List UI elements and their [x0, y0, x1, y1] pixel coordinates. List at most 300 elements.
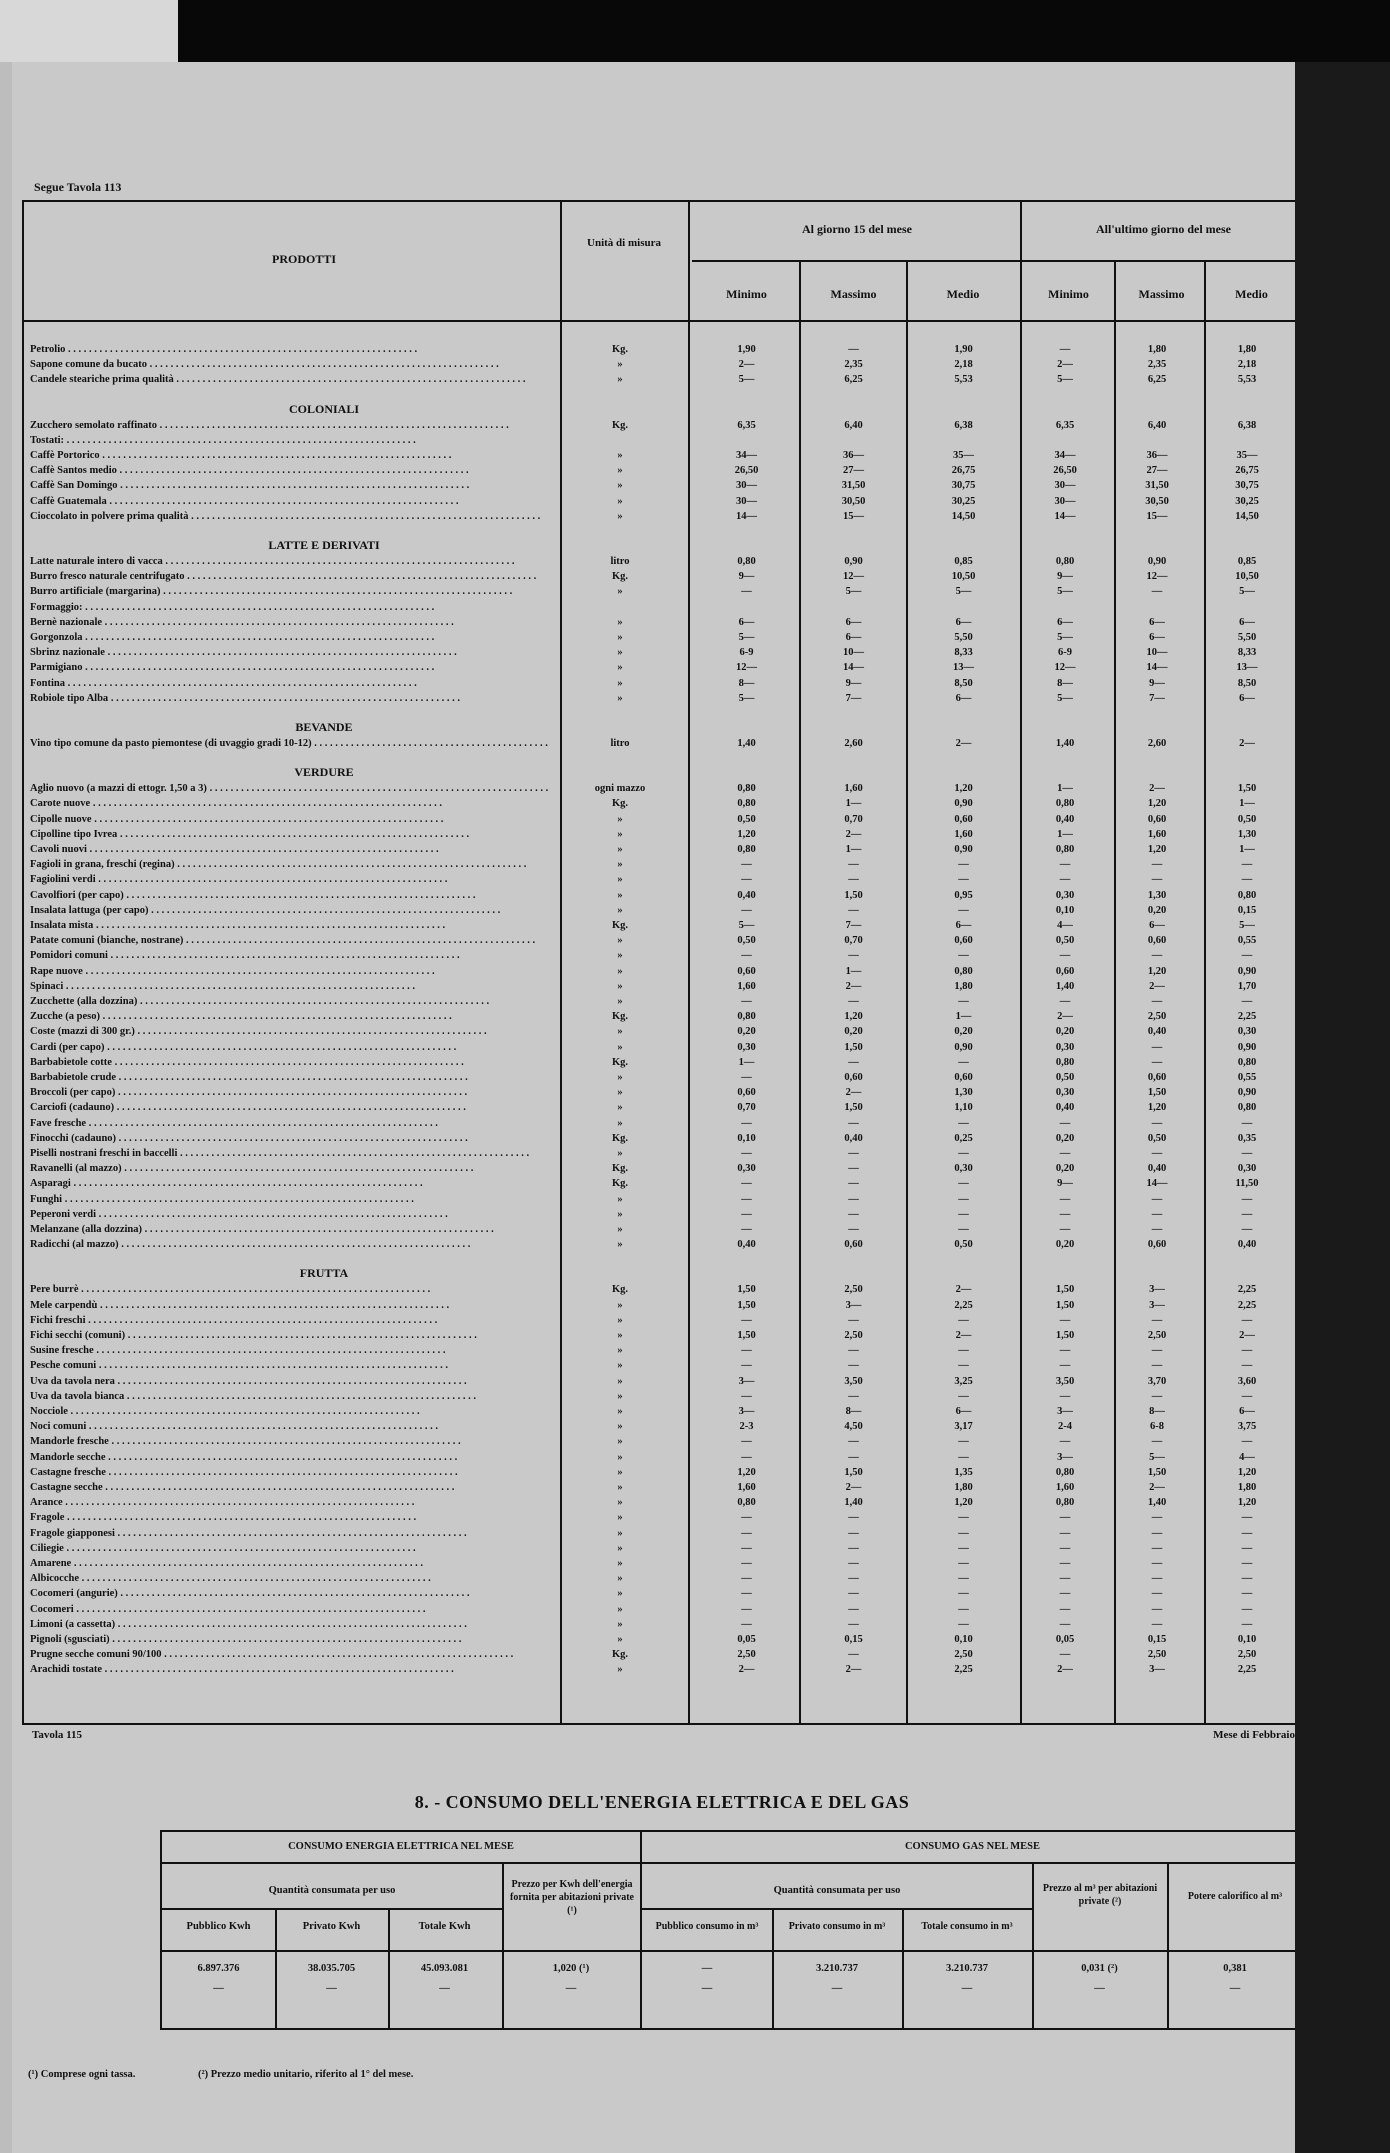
price-cell: — — [958, 1390, 969, 1402]
price-cell: — — [958, 1208, 969, 1220]
unit-cell: Kg. — [611, 1649, 629, 1661]
price-cell: — — [1241, 1117, 1253, 1129]
price-cell: — — [1059, 1314, 1071, 1326]
price-cell: 0,80 — [1055, 844, 1075, 855]
price-cell: 0,50 — [954, 1239, 973, 1251]
unit-cell: » — [617, 1406, 623, 1417]
price-cell: 2— — [955, 1284, 972, 1296]
price-cell: — — [958, 1618, 969, 1630]
price-cell: 1,20 — [1237, 1497, 1257, 1509]
unit-cell: » — [617, 1117, 623, 1129]
gas-dash-4: — — [1094, 1983, 1105, 1994]
price-cell: — — [848, 1178, 859, 1190]
table-row — [24, 1207, 1303, 1222]
price-cell: 0,15 — [844, 1634, 863, 1645]
energy-val-total: 45.093.081 — [420, 1963, 469, 1974]
unit-cell: » — [617, 935, 623, 947]
price-cell: 3,70 — [1147, 1375, 1167, 1387]
price-cell: 0,40 — [1055, 813, 1075, 825]
unit-cell: » — [617, 662, 623, 674]
price-cell: 2,18 — [954, 359, 973, 371]
product-name: Vino tipo comune da pasto piemontese (di uvaggio gradi 10-12) . . . — [30, 736, 550, 751]
price-cell: 0,80 — [737, 1497, 756, 1509]
price-cell: — — [1151, 1527, 1163, 1539]
price-cell: 10— — [1146, 647, 1168, 659]
price-cell: — — [848, 1208, 859, 1220]
product-name: Albicocche . . . — [30, 1571, 550, 1586]
price-cell: 0,90 — [954, 1041, 973, 1053]
price-cell: 5— — [955, 586, 972, 598]
price-cell: 0,80 — [1055, 1466, 1075, 1478]
unit-cell: » — [617, 950, 623, 962]
table-row — [24, 342, 1303, 357]
price-cell: — — [741, 904, 752, 916]
product-name: Aglio nuovo (a mazzi di ettogr. 1,50 a 3) . . . — [30, 781, 550, 796]
price-cell: — — [741, 1193, 752, 1205]
price-cell: — — [741, 1148, 752, 1159]
price-cell: 6— — [1149, 616, 1165, 628]
price-cell: 2,50 — [1147, 1330, 1167, 1341]
unit-cell: » — [617, 1421, 623, 1433]
price-cell: — — [741, 1117, 752, 1129]
price-cell: — — [848, 1360, 859, 1372]
unit-cell: » — [617, 1664, 623, 1676]
price-cell: 5— — [1057, 632, 1073, 643]
price-cell: 1,20 — [954, 783, 973, 795]
footnote-1: (¹) Comprese ogni tassa. — [28, 2069, 136, 2080]
price-cell: — — [848, 1314, 859, 1326]
unit-cell: » — [617, 1558, 623, 1569]
price-cell: — — [741, 1390, 752, 1402]
table-row — [24, 888, 1303, 903]
price-cell: — — [1241, 1588, 1253, 1600]
price-cell: 2,25 — [954, 1299, 973, 1311]
product-name: Peperoni verdi . . . — [30, 1207, 550, 1222]
price-cell: 30— — [736, 495, 757, 507]
price-cell: 0,80 — [1237, 889, 1257, 901]
price-cell: — — [741, 1603, 752, 1615]
table-row — [24, 1434, 1303, 1449]
price-cell: 6-9 — [1058, 647, 1072, 659]
section-title: VERDURE — [294, 765, 354, 780]
price-cell: 8,50 — [1237, 677, 1257, 689]
price-cell: — — [848, 1588, 859, 1600]
table-row — [24, 979, 1303, 994]
unit-cell: Kg. — [611, 1284, 629, 1296]
price-cell: 0,80 — [737, 556, 756, 567]
price-cell: 0,15 — [1237, 904, 1257, 916]
price-cell: — — [1151, 1618, 1163, 1630]
scan-corner — [0, 0, 178, 62]
price-cell: 1,80 — [954, 980, 973, 992]
price-cell: 6— — [1239, 692, 1255, 704]
product-name: Cavolfiori (per capo) . . . — [30, 888, 550, 903]
price-cell: 1,20 — [737, 1466, 756, 1478]
unit-cell: » — [617, 1041, 623, 1053]
unit-cell: » — [617, 374, 623, 386]
price-cell: — — [958, 1148, 969, 1159]
price-cell: 27— — [1146, 465, 1168, 477]
price-cell: 0,30 — [1237, 1163, 1257, 1175]
price-cell: 5,50 — [1237, 632, 1257, 643]
price-cell: — — [958, 1224, 969, 1235]
price-cell: — — [1241, 1360, 1253, 1372]
product-name: Fichi freschi . . . — [30, 1313, 550, 1328]
unit-cell: » — [617, 1512, 623, 1524]
price-cell: 1,30 — [1147, 889, 1167, 901]
price-cell: 1,50 — [1055, 1284, 1075, 1296]
price-cell: 6— — [845, 616, 862, 628]
price-cell: 31,50 — [1145, 480, 1169, 492]
price-cell: 0,20 — [737, 1026, 756, 1038]
table-row — [24, 1358, 1303, 1373]
price-cell: — — [848, 904, 859, 916]
price-cell: — — [1059, 1542, 1071, 1554]
price-cell: 6,35 — [1055, 419, 1075, 431]
price-cell: — — [1241, 1224, 1253, 1235]
table-row — [24, 1647, 1303, 1662]
price-cell: — — [741, 1527, 752, 1539]
header-min-2: Minimo — [1048, 287, 1089, 301]
product-name: Uva da tavola bianca . . . — [30, 1389, 550, 1404]
price-cell: 2,50 — [844, 1284, 863, 1296]
table-row — [24, 509, 1303, 524]
price-cell: 14,50 — [951, 510, 976, 522]
unit-cell: » — [617, 1542, 623, 1554]
price-cell: 0,60 — [1147, 813, 1167, 825]
price-cell: 2,50 — [1147, 1011, 1167, 1023]
price-cell: — — [958, 1193, 969, 1205]
price-cell: 0,90 — [1237, 1041, 1257, 1053]
price-cell: — — [741, 950, 752, 962]
energy-title: CONSUMO ENERGIA ELETTRICA NEL MESE — [288, 1841, 514, 1852]
price-cell: — — [958, 1603, 969, 1615]
table-row — [24, 1192, 1303, 1207]
price-cell: 0,30 — [1055, 889, 1075, 901]
unit-cell: » — [617, 632, 623, 643]
price-cell: 6— — [738, 616, 755, 628]
price-cell: 0,50 — [737, 813, 756, 825]
price-cell: 0,30 — [1055, 1041, 1075, 1053]
price-cell: 6— — [955, 1406, 972, 1417]
price-cell: 6,40 — [1147, 419, 1167, 431]
price-cell: 3— — [1149, 1284, 1165, 1296]
price-cell: 0,80 — [737, 798, 756, 810]
table-row — [24, 691, 1303, 706]
product-name: Radicchi (al mazzo) . . . — [30, 1237, 550, 1252]
product-name: Caffè San Domingo . . . — [30, 478, 550, 493]
price-cell: — — [958, 1588, 969, 1600]
energy-val-price: 1,020 (¹) — [552, 1963, 590, 1974]
price-cell: — — [741, 1314, 752, 1326]
price-cell: 2— — [845, 1482, 862, 1493]
price-cell: 2,50 — [844, 1330, 863, 1341]
gas-val-total: 3.210.737 — [946, 1963, 988, 1974]
continuation-label: Segue Tavola 113 — [34, 180, 122, 194]
table-row — [24, 1450, 1303, 1465]
product-name: Sbrinz nazionale . . . — [30, 645, 550, 660]
price-cell: — — [1059, 950, 1071, 962]
price-cell: — — [848, 1649, 859, 1661]
table-row — [24, 1404, 1303, 1419]
product-name: Coste (mazzi di 300 gr.) . . . — [30, 1024, 550, 1039]
price-cell: — — [848, 996, 859, 1007]
price-cell: 14— — [1146, 1178, 1168, 1190]
table-row — [24, 736, 1303, 751]
price-cell: 0,20 — [1147, 904, 1167, 916]
price-cell: — — [741, 1224, 752, 1235]
price-cell: — — [741, 996, 752, 1007]
unit-cell: » — [617, 1360, 623, 1372]
product-name: Fagioli in grana, freschi (regina) . . . — [30, 857, 550, 872]
table-row — [24, 1526, 1303, 1541]
price-cell: — — [958, 1527, 969, 1539]
price-cell: 13— — [953, 662, 974, 674]
table-row — [24, 1495, 1303, 1510]
price-cell: — — [958, 904, 969, 916]
table-row — [24, 584, 1303, 599]
section-8-title: 8. - CONSUMO DELL'ENERGIA ELETTRICA E DEL GAS — [414, 1792, 910, 1812]
unit-cell: Kg. — [611, 1132, 629, 1144]
price-cell: — — [848, 1224, 859, 1235]
product-name: Broccoli (per capo) . . . — [30, 1085, 550, 1100]
price-cell: 0,80 — [1055, 1497, 1075, 1509]
price-cell: 0,35 — [1237, 1132, 1257, 1144]
price-cell: 8— — [845, 1406, 862, 1417]
unit-cell: » — [617, 647, 623, 659]
price-cell: 1,20 — [1147, 798, 1167, 810]
price-cell: 0,40 — [737, 889, 756, 901]
price-cell: — — [1241, 1193, 1253, 1205]
price-cell: 0,70 — [737, 1102, 756, 1114]
table-row — [24, 796, 1303, 811]
product-name: Piselli nostrani freschi in baccelli . . . — [30, 1146, 550, 1161]
product-name: Fagiolini verdi . . . — [30, 872, 550, 887]
table-row — [24, 1176, 1303, 1191]
table-row — [24, 1419, 1303, 1434]
table-row — [24, 1298, 1303, 1313]
table-row — [24, 418, 1303, 433]
price-cell: 3— — [1057, 1406, 1073, 1417]
price-cell: 1,20 — [844, 1011, 863, 1023]
energy-val-public: 6.897.376 — [197, 1963, 240, 1974]
price-cell: 0,90 — [844, 556, 863, 567]
price-cell: — — [1151, 1314, 1163, 1326]
price-cell: 12— — [1054, 662, 1076, 674]
price-cell: — — [848, 1117, 859, 1129]
price-cell: — — [958, 859, 969, 871]
table-row — [24, 660, 1303, 675]
price-cell: 0,70 — [844, 935, 863, 947]
price-cell: — — [848, 1056, 859, 1068]
price-cell: 27— — [843, 465, 864, 477]
price-cell: — — [1151, 1542, 1163, 1554]
product-name: Castagne fresche . . . — [30, 1465, 550, 1480]
price-cell: — — [741, 1360, 752, 1372]
price-cell: 1,50 — [1055, 1330, 1075, 1341]
price-cell: 3— — [845, 1299, 862, 1311]
product-name: Cipolline tipo Ivrea . . . — [30, 827, 550, 842]
price-cell: 10,50 — [1235, 571, 1259, 583]
price-cell: — — [848, 1148, 859, 1159]
product-name: Candele steariche prima qualità . . . — [30, 372, 550, 387]
price-cell: 0,40 — [1147, 1026, 1167, 1038]
table-row — [24, 1146, 1303, 1161]
table-row — [24, 1556, 1303, 1571]
price-cell: 4,50 — [844, 1421, 863, 1433]
price-cell: 0,50 — [737, 935, 756, 947]
price-cell: — — [1151, 1056, 1163, 1068]
price-cell: — — [1059, 1573, 1071, 1585]
header-avg-2: Medio — [1235, 287, 1268, 301]
price-cell: — — [1151, 950, 1163, 962]
unit-cell: litro — [610, 738, 630, 749]
price-cell: 2— — [738, 1664, 755, 1676]
price-cell: 9— — [1149, 677, 1165, 689]
price-cell: 5,53 — [954, 374, 973, 386]
price-cell: 6— — [1149, 920, 1165, 931]
price-cell: 14,50 — [1235, 510, 1259, 522]
price-cell: 1,20 — [1147, 965, 1167, 977]
price-cell: 2— — [1149, 783, 1165, 795]
price-cell: 1,40 — [1147, 1497, 1167, 1509]
table-row — [24, 994, 1303, 1009]
price-cell: — — [1241, 1314, 1253, 1326]
price-cell: 2,60 — [844, 738, 863, 749]
price-cell: — — [1241, 1558, 1253, 1569]
product-name: Cipolle nuove . . . — [30, 812, 550, 827]
price-cell: 0,25 — [954, 1132, 973, 1144]
price-cell: — — [741, 1451, 752, 1463]
header-min-1: Minimo — [726, 287, 767, 301]
table-row — [24, 478, 1303, 493]
price-cell: 0,85 — [1237, 556, 1257, 567]
price-cell: 2— — [1239, 738, 1255, 749]
unit-cell: » — [617, 844, 623, 855]
price-cell: 6— — [1239, 1406, 1255, 1417]
gas-qty-header: Quantità consumata per uso — [773, 1885, 901, 1896]
price-cell: 8— — [1057, 677, 1073, 689]
price-cell: — — [1059, 1390, 1071, 1402]
price-cell: 11,50 — [1235, 1178, 1259, 1190]
price-cell: — — [1059, 859, 1071, 871]
price-cell: 8— — [738, 677, 755, 689]
table-row — [24, 933, 1303, 948]
price-cell: 1— — [1239, 844, 1255, 855]
product-name: Robiole tipo Alba . . . — [30, 691, 550, 706]
price-cell: 3,50 — [1055, 1375, 1075, 1387]
price-cell: 30,25 — [1235, 495, 1259, 507]
price-cell: — — [848, 1390, 859, 1402]
product-name: Carciofi (cadauno) . . . — [30, 1100, 550, 1115]
unit-cell: » — [617, 1208, 623, 1220]
price-cell: 3— — [1149, 1299, 1165, 1311]
price-cell: — — [1151, 1148, 1163, 1159]
price-cell: 6-9 — [739, 647, 754, 659]
price-cell: 0,05 — [1055, 1634, 1075, 1645]
table-row — [24, 812, 1303, 827]
price-cell: 1,60 — [737, 1482, 756, 1493]
product-name: Parmigiano . . . — [30, 660, 550, 675]
product-name: Bernè nazionale . . . — [30, 615, 550, 630]
product-name: Arance . . . — [30, 1495, 550, 1510]
price-cell: — — [1151, 1117, 1163, 1129]
gas-price-header: Prezzo al m³ per abitazioni private (²) — [1042, 1883, 1158, 1907]
unit-cell: » — [617, 480, 623, 492]
price-cell: 0,50 — [1237, 813, 1257, 825]
section-title: BEVANDE — [295, 720, 353, 734]
product-name: Fave fresche . . . — [30, 1116, 550, 1131]
price-cell: 1,30 — [1237, 828, 1257, 840]
price-cell: 13— — [1236, 662, 1258, 674]
unit-cell: Kg. — [611, 571, 629, 583]
energy-gas-table — [160, 1830, 1305, 2030]
product-name: Caffè Guatemala . . . — [30, 494, 550, 509]
product-name: Susine fresche . . . — [30, 1343, 550, 1358]
unit-cell: » — [617, 1603, 623, 1615]
price-cell: 6— — [845, 632, 862, 643]
table-row — [24, 1632, 1303, 1647]
gas-val-public: — — [701, 1963, 713, 1974]
product-name: Insalata lattuga (per capo) . . . — [30, 903, 550, 918]
table-row — [24, 1662, 1303, 1677]
product-name: Patate comuni (bianche, nostrane) . . . — [30, 933, 550, 948]
price-cell: 0,60 — [1147, 1072, 1167, 1083]
price-cell: 1— — [845, 965, 862, 977]
price-cell: 26,75 — [951, 465, 976, 477]
table-row — [24, 1085, 1303, 1100]
table-row — [24, 1389, 1303, 1404]
price-cell: — — [848, 874, 859, 886]
product-name: Burro artificiale (margarina) . . . — [30, 584, 550, 599]
product-name: Barbabietole cotte . . . — [30, 1055, 550, 1070]
price-cell: — — [1151, 1224, 1163, 1235]
unit-cell: Kg. — [611, 344, 629, 355]
unit-cell: » — [617, 616, 623, 628]
product-name: Fragole . . . — [30, 1510, 550, 1525]
unit-cell: » — [617, 1497, 623, 1509]
unit-cell: Kg. — [611, 1056, 629, 1068]
price-cell: 2— — [845, 1087, 862, 1099]
energy-dash-1: — — [213, 1983, 224, 1994]
table-row — [24, 1313, 1303, 1328]
energy-dash-4: — — [565, 1983, 577, 1994]
footer-month: Mese di Febbraio — [1213, 1729, 1295, 1741]
unit-cell: » — [617, 1588, 623, 1600]
price-cell: — — [848, 1193, 859, 1205]
price-cell: — — [958, 1512, 969, 1524]
price-cell: 0,80 — [1237, 1102, 1257, 1114]
price-cell: 1,20 — [1147, 844, 1167, 855]
product-name: Uva da tavola nera . . . — [30, 1374, 550, 1389]
product-name: Cioccolato in polvere prima qualità . . . — [30, 509, 550, 524]
price-cell: — — [1151, 1360, 1163, 1372]
price-cell: 0,80 — [737, 844, 756, 855]
unit-cell: » — [617, 1451, 623, 1463]
price-cell: — — [848, 1163, 859, 1175]
price-cell: 1,60 — [1147, 828, 1167, 840]
price-cell: 0,40 — [1147, 1163, 1167, 1175]
unit-cell: » — [617, 1634, 623, 1645]
header-max-2: Massimo — [1138, 287, 1185, 301]
table-body — [24, 322, 1303, 1722]
product-name: Pesche comuni . . . — [30, 1358, 550, 1373]
price-cell: 0,60 — [737, 1087, 756, 1099]
price-cell: 0,20 — [1055, 1163, 1075, 1175]
table-row — [24, 1161, 1303, 1176]
header-products: PRODOTTI — [271, 252, 336, 266]
price-cell: 0,60 — [844, 1239, 863, 1251]
